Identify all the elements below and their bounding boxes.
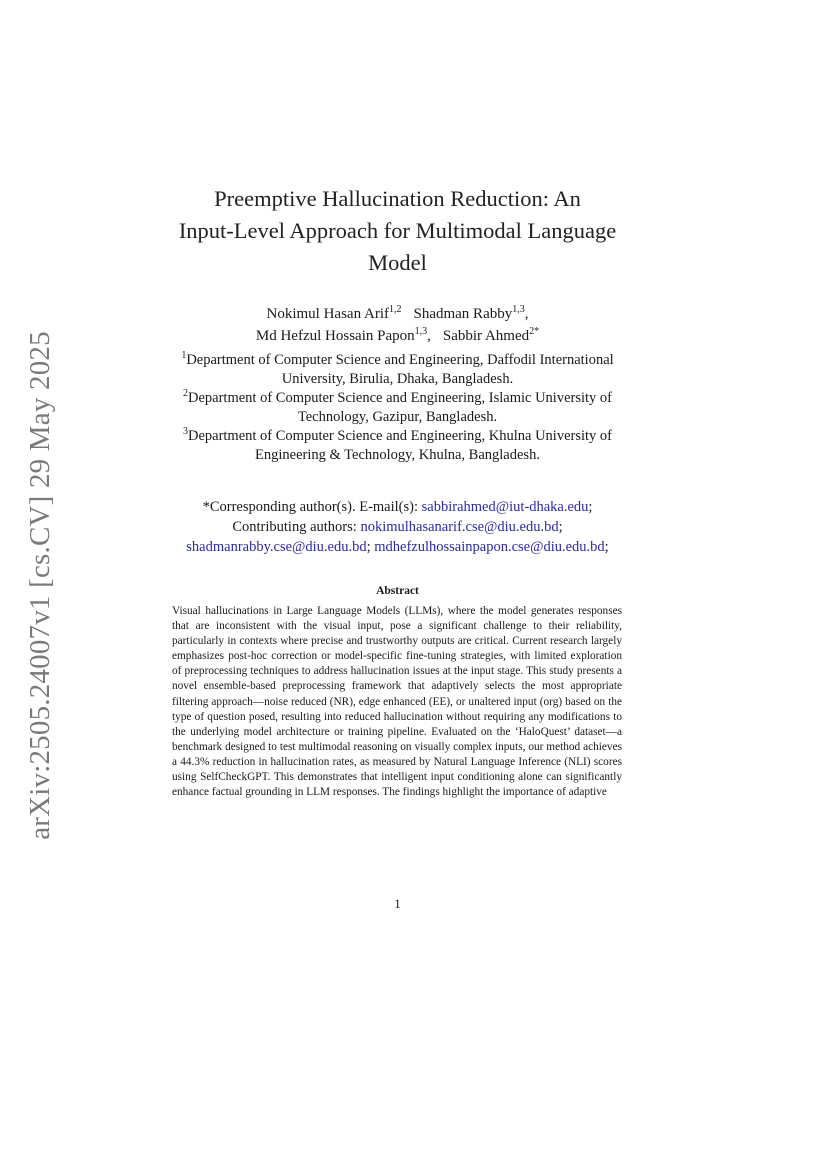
abstract-body: Visual hallucinations in Large Language Models (LLMs), where the model generates responses that are inconsistent with the visual input, pose a significant challenge to their reliability, particularly in contexts where precise and trustworthy outputs are critical. Current research largely emphasizes post-hoc correction or model-specific fine-tuning strategies, with limited exploration of preprocessing techniques to address hallucination issues at the input stage. This study presents a novel ensemble-based preprocessing framework that adaptively selects the most appropriate filtering approach—noise reduced (NR), edge enhanced (EE), or unaltered input (org) based on the type of question posed, resulting into reduced hallucination without requiring any modifications to the underlying model architecture or training pipeline. Evaluated on the ‘HaloQuest’ dataset—a benchmark designed to test multimodal reasoning on visually complex inputs, our method achieves a 44.3% reduction in hallucination rates, as measured by Natural Language Inference (NLI) scores using SelfCheckGPT. This demonstrates that intelligent input conditioning alone can significantly enhance factual grounding in LLM responses. The findings highlight the importance of adaptive <box>172 605 622 799</box>
title-line-1: Preemptive Hallucination Reduction: An <box>214 186 581 211</box>
corresponding-author-line <box>140 497 655 517</box>
author-3-affiliation-mark: 1,3 <box>414 326 428 337</box>
author-3 <box>256 328 431 344</box>
author-line-1 <box>150 303 645 325</box>
contributing-email-3-separator: ; <box>604 539 609 555</box>
contributing-email-link-2[interactable]: shadmanrabby.cse@diu.edu.bd <box>186 539 367 555</box>
affiliation-2-text: Department of Computer Science and Engineering, Islamic University of Technology, Gazipur, Bangladesh. <box>188 390 612 425</box>
affiliation-3-text: Department of Computer Science and Engineering, Khulna University of Engineering & Technology, Khulna, Bangladesh. <box>187 428 612 463</box>
affiliation-1 <box>150 351 645 389</box>
affiliation-3 <box>150 427 645 465</box>
author-4-affiliation-mark: 2* <box>529 326 540 337</box>
author-2 <box>413 306 528 322</box>
contributing-authors-line <box>140 517 655 537</box>
author-1 <box>267 306 402 322</box>
affiliation-1-text: Department of Computer Science and Engineering, Daffodil International University, Birulia, Dhaka, Bangladesh. <box>186 352 614 387</box>
arxiv-identifier <box>22 330 58 840</box>
author-1-name: Nokimul Hasan Arif <box>266 306 389 322</box>
contributing-authors-label: Contributing authors: <box>232 519 361 535</box>
author-1-affiliation-mark: 1,2 <box>388 304 402 315</box>
author-4-name: Sabbir Ahmed <box>442 328 530 344</box>
contributing-emails-line <box>140 537 655 557</box>
affiliation-3-mark: 3 <box>182 426 188 438</box>
arxiv-identifier-text: arXiv:2505.24007v1 [cs.CV] 29 May 2025 <box>23 330 56 840</box>
affiliation-1-mark: 1 <box>181 350 187 362</box>
contributing-email-2-separator: ; <box>366 539 375 555</box>
contributing-email-link-3[interactable]: mdhefzulhossainpapon.cse@diu.edu.bd <box>374 539 605 555</box>
paper-title <box>150 183 645 279</box>
title-line-2: Input-Level Approach for Multimodal Language <box>178 218 617 243</box>
page-number: 1 <box>394 897 401 911</box>
corresponding-email-link[interactable]: sabbirahmed@iut-dhaka.edu <box>421 499 589 515</box>
contact-info <box>140 497 655 557</box>
contributing-email-1-separator: ; <box>558 519 563 535</box>
author-3-name: Md Hefzul Hossain Papon <box>255 328 415 344</box>
affiliation-2 <box>150 389 645 427</box>
corresponding-author-label: *Corresponding author(s). E-mail(s): <box>202 499 422 515</box>
affiliation-list <box>150 351 645 465</box>
author-line-2 <box>150 325 645 347</box>
author-list <box>150 303 645 347</box>
title-line-3: Model <box>368 250 427 275</box>
author-3-separator: , <box>427 328 431 344</box>
affiliation-2-mark: 2 <box>183 388 188 400</box>
author-2-affiliation-mark: 1,3 <box>512 304 525 315</box>
contributing-email-link-1[interactable]: nokimulhasanarif.cse@diu.edu.bd <box>360 519 559 535</box>
abstract-heading: Abstract <box>376 585 419 597</box>
author-2-name: Shadman Rabby <box>413 306 513 322</box>
author-4 <box>443 328 539 344</box>
author-2-separator: , <box>524 306 529 322</box>
corresponding-email-separator: ; <box>588 499 593 515</box>
